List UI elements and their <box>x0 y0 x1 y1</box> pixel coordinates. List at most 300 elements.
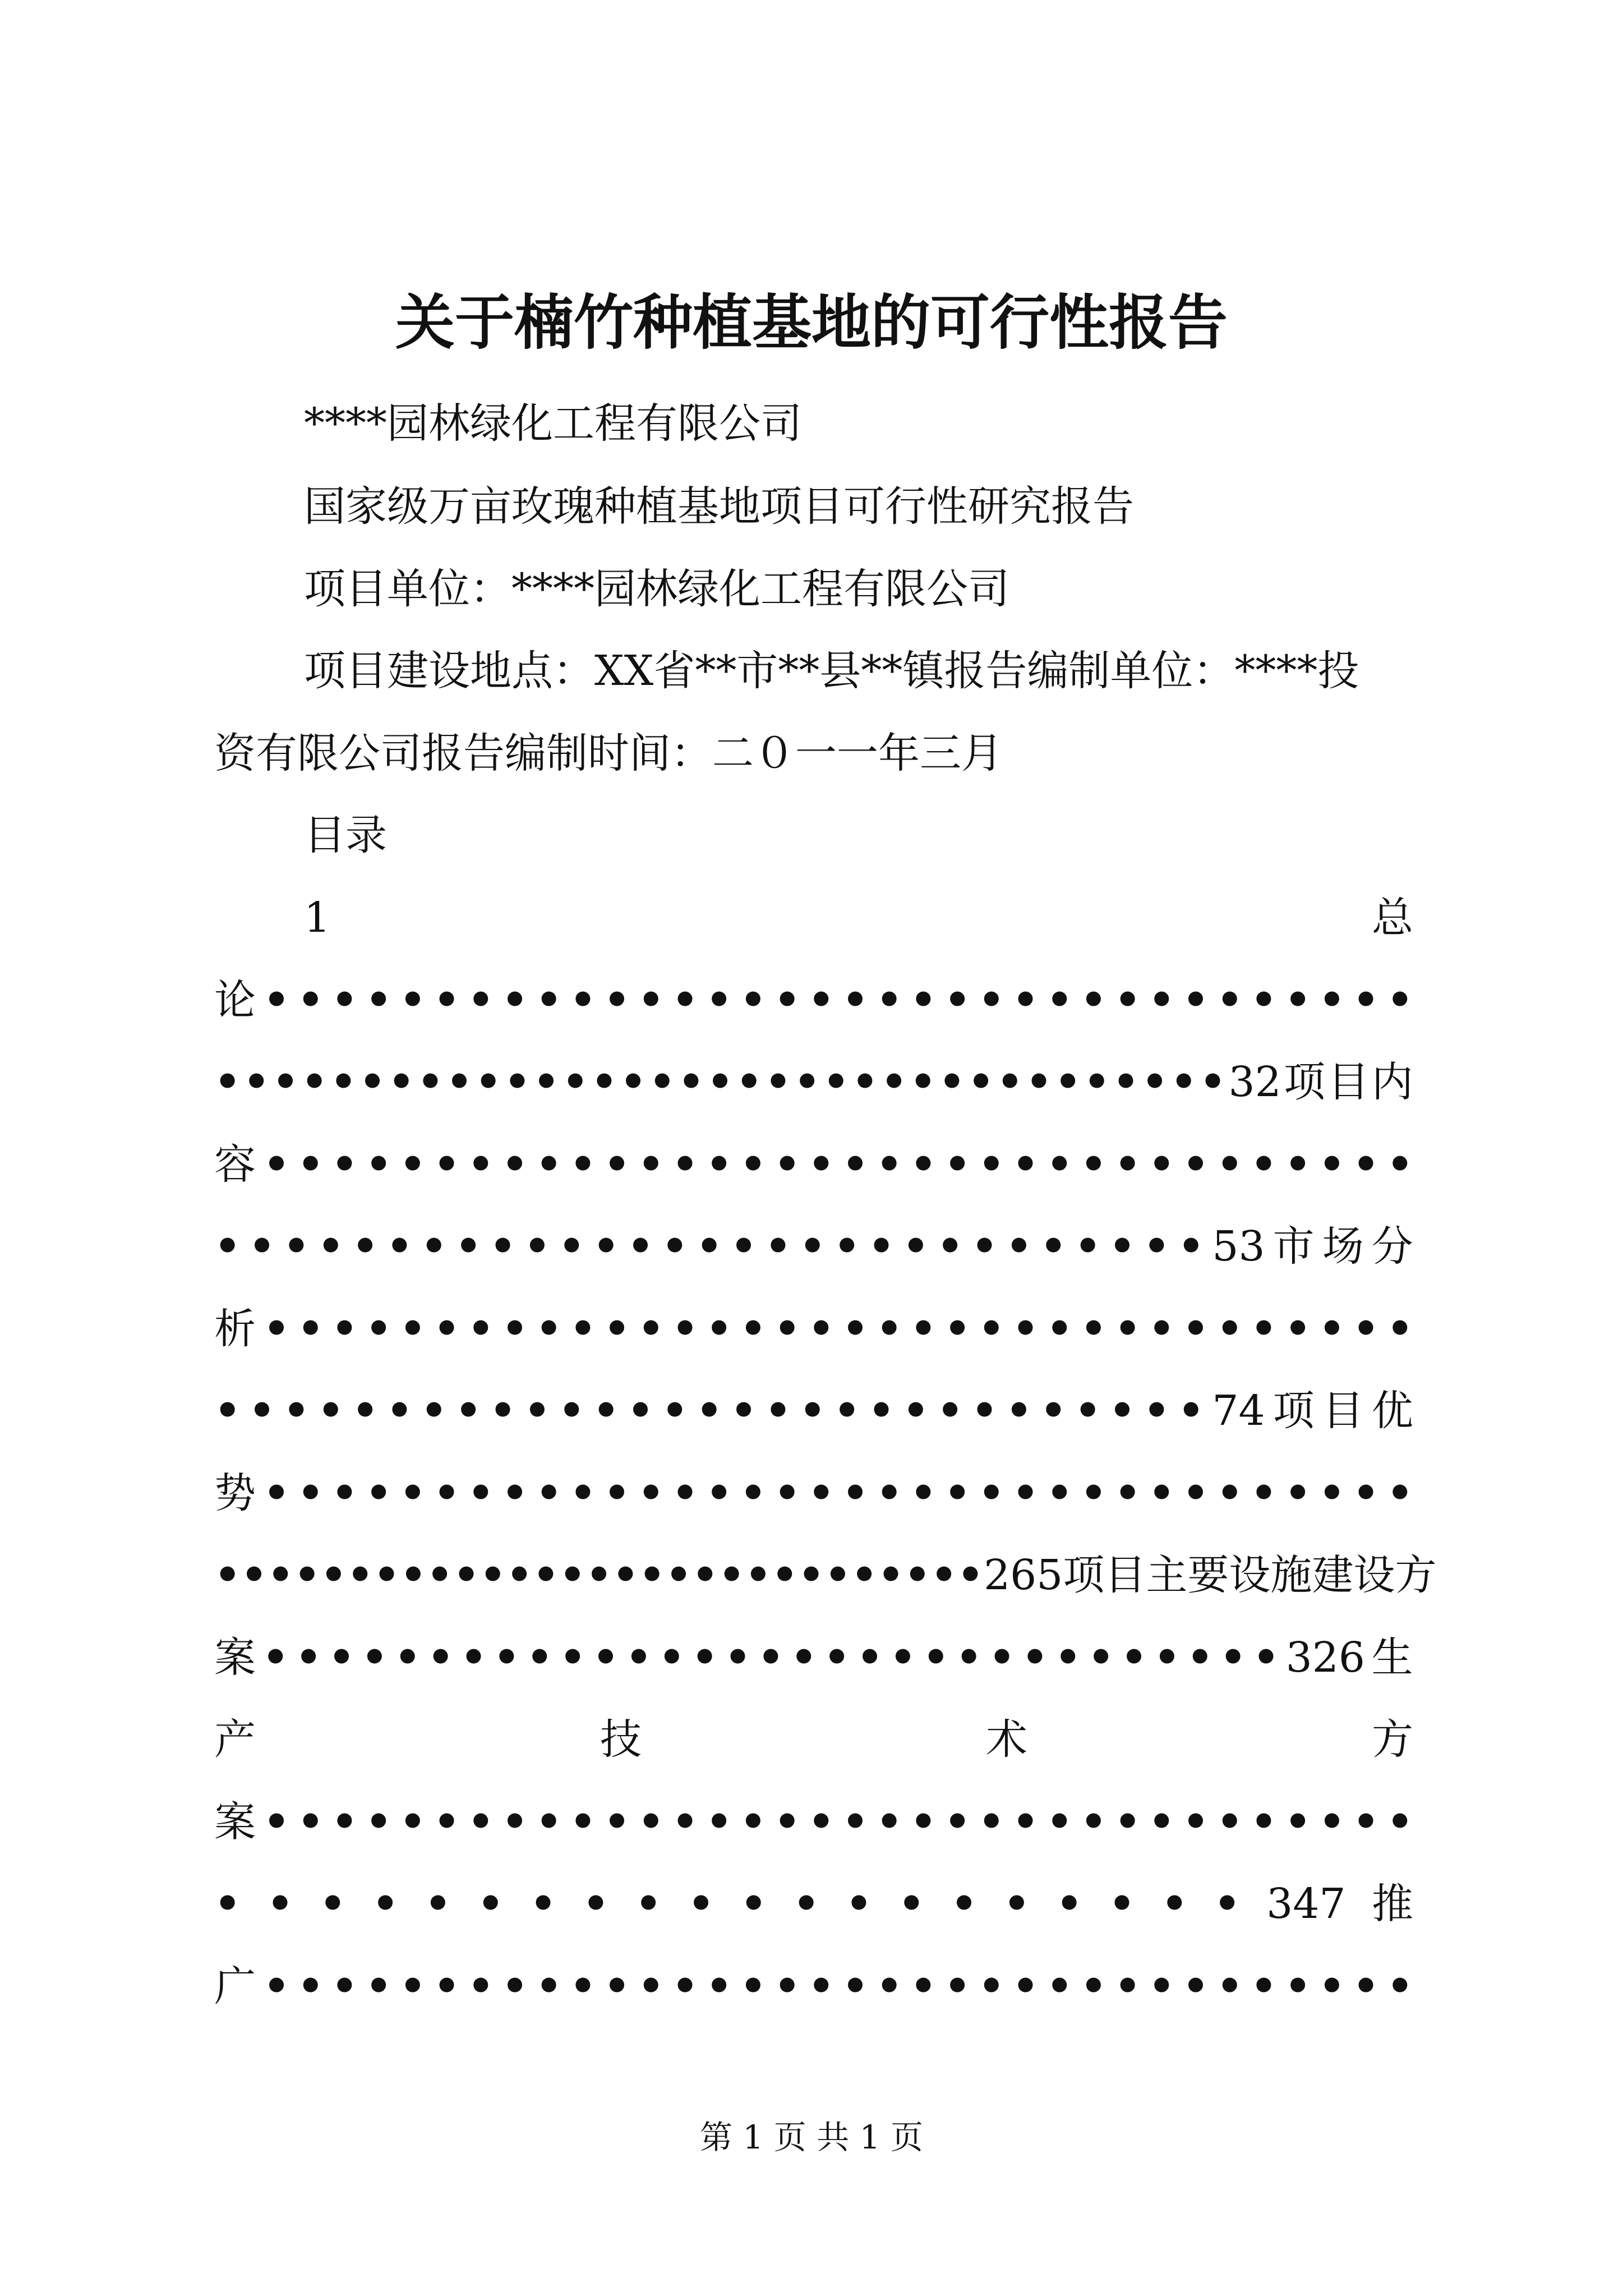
toc-text: 施 <box>1270 1551 1312 1599</box>
leader-dot: • <box>467 976 494 1024</box>
leader-dot: • <box>453 1551 480 1599</box>
leader-dot: • <box>671 1798 699 1846</box>
page-footer: 第 1 页 共 1 页 <box>700 2118 923 2156</box>
toc-text: 案 <box>214 1798 256 1846</box>
leader-dot: • <box>1182 1469 1209 1517</box>
leader-dot: • <box>638 976 665 1024</box>
leader-dot: • <box>425 1880 451 1928</box>
leader-dot: • <box>1386 976 1413 1024</box>
leader-dot: • <box>400 1551 427 1599</box>
leader-dot: • <box>365 1305 392 1353</box>
leader-dot: • <box>1178 1387 1205 1435</box>
leader-dot: • <box>638 1140 665 1189</box>
leader-dot: • <box>790 1634 817 1682</box>
leader-dot: • <box>1046 1962 1073 2010</box>
leader-dot: • <box>944 1140 971 1189</box>
leader-dot: • <box>455 1387 482 1435</box>
leader-dot: • <box>1318 1140 1345 1189</box>
toc-row-content <box>214 1791 1413 1853</box>
leader-dot: • <box>1114 1798 1141 1846</box>
leader-dot: • <box>923 1634 949 1682</box>
leader-dot: • <box>1386 1798 1413 1846</box>
leader-dot: • <box>331 1798 358 1846</box>
leader-dot: • <box>592 1222 620 1271</box>
leader-dot: • <box>1250 1140 1278 1189</box>
leader-dot: • <box>558 1387 585 1435</box>
leader-dot: • <box>671 1140 699 1189</box>
leader-dot: • <box>876 1305 903 1353</box>
leader-dot: • <box>524 1222 551 1271</box>
leader-dot: • <box>365 1962 392 2010</box>
leader-dot: • <box>559 1551 586 1599</box>
leader-dot: • <box>569 1140 597 1189</box>
leader-dot: • <box>214 1880 241 1928</box>
leader-dot: • <box>1074 1222 1101 1271</box>
leader-dot: • <box>876 1140 903 1189</box>
leader-dot: • <box>1012 976 1039 1024</box>
leader-dot: • <box>1250 976 1278 1024</box>
toc-text: 术 <box>986 1715 1027 1764</box>
toc-row <box>214 1791 1413 1853</box>
leader-dot: • <box>243 1058 270 1106</box>
leader-dot: • <box>317 1222 344 1271</box>
leader-dot: • <box>845 1880 873 1928</box>
leader-dot: • <box>283 1387 310 1435</box>
leader-dot: • <box>489 1222 517 1271</box>
leader-dot: • <box>1109 1387 1136 1435</box>
leader-dot: • <box>1003 1880 1030 1928</box>
leader-dot: • <box>467 1962 494 2010</box>
leader-dot: • <box>773 1140 801 1189</box>
leader-dot: • <box>661 1387 688 1435</box>
toc-row <box>214 1709 1413 1770</box>
leader-dot: • <box>978 1469 1005 1517</box>
leader-dot: • <box>263 1469 290 1517</box>
leader-dot: • <box>489 1387 517 1435</box>
toc-row-content <box>214 969 1413 1031</box>
leader-dot: • <box>1114 976 1141 1024</box>
toc-row <box>214 887 1413 949</box>
leader-dot: • <box>842 1798 869 1846</box>
toc-text: 32 <box>1228 1058 1281 1106</box>
leader-dot: • <box>868 1387 895 1435</box>
leader-dot: • <box>1161 1880 1188 1928</box>
toc-text: 53 <box>1212 1222 1265 1271</box>
leader-dot: • <box>910 1305 937 1353</box>
leader-dot: • <box>1012 1140 1039 1189</box>
leader-dot: • <box>1178 1222 1205 1271</box>
toc-row-content <box>214 1955 1413 2017</box>
leader-dot: • <box>263 1798 290 1846</box>
leader-dot: • <box>603 976 630 1024</box>
leader-dot: • <box>988 1634 1016 1682</box>
leader-dot: • <box>263 1962 290 2010</box>
leader-dot: • <box>399 976 426 1024</box>
leader-dot: • <box>944 1305 971 1353</box>
leader-dot: • <box>910 1140 937 1189</box>
leader-dot: • <box>603 1798 630 1846</box>
leader-dot: • <box>951 1880 978 1928</box>
leader-dot: • <box>842 1469 869 1517</box>
leader-dot: • <box>1083 1058 1110 1106</box>
toc-row-content <box>214 1462 1413 1524</box>
leader-dot: • <box>263 976 290 1024</box>
leader-dot: • <box>361 1634 388 1682</box>
leader-dot: • <box>301 1058 328 1106</box>
leader-dot: • <box>467 1798 494 1846</box>
leader-dot: • <box>1352 976 1380 1024</box>
leader-dot: • <box>399 1305 426 1353</box>
leader-dot: • <box>388 1058 415 1106</box>
leader-dot: • <box>365 1469 392 1517</box>
toc-text: 势 <box>214 1469 256 1517</box>
toc-text: 容 <box>214 1140 256 1189</box>
leader-dot: • <box>501 1962 528 2010</box>
leader-dot: • <box>944 1962 971 2010</box>
toc-text: 1 <box>304 894 331 942</box>
leader-dot: • <box>1284 1798 1311 1846</box>
leader-dot: • <box>730 1387 757 1435</box>
leader-dot: • <box>421 1387 448 1435</box>
leader-dot: • <box>1216 1140 1243 1189</box>
leader-dot: • <box>1080 1140 1107 1189</box>
leader-dot: • <box>978 976 1005 1024</box>
leader-dot: • <box>1352 1798 1380 1846</box>
leader-dot: • <box>1040 1222 1067 1271</box>
leader-dot: • <box>592 1387 620 1435</box>
leader-dot: • <box>569 1305 597 1353</box>
leader-dot: • <box>372 1880 399 1928</box>
leader-dot: • <box>1318 976 1345 1024</box>
leader-dot: • <box>426 1551 453 1599</box>
leader-dot: • <box>603 1469 630 1517</box>
toc-row-content <box>214 1627 1413 1688</box>
leader-dot: • <box>1080 976 1107 1024</box>
leader-dot: • <box>331 1305 358 1353</box>
leader-dot: • <box>477 1880 504 1928</box>
leader-dot: • <box>764 1387 792 1435</box>
toc-text: 推 <box>1372 1880 1413 1928</box>
leader-dot: • <box>319 1880 346 1928</box>
leader-dot: • <box>671 1305 699 1353</box>
leader-dot: • <box>347 1551 374 1599</box>
leader-dot: • <box>248 1387 275 1435</box>
leader-dot: • <box>1012 1798 1039 1846</box>
leader-dot: • <box>1012 1469 1039 1517</box>
leader-dot: • <box>569 976 597 1024</box>
leader-dot: • <box>997 1058 1023 1106</box>
leader-dot: • <box>1040 1387 1067 1435</box>
leader-dot: • <box>808 976 834 1024</box>
toc-text: 技 <box>600 1715 642 1764</box>
leader-dot: • <box>937 1222 963 1271</box>
leader-dot: • <box>638 1469 665 1517</box>
leader-dot: • <box>691 1551 718 1599</box>
toc-row-content <box>214 1051 1413 1113</box>
leader-dot: • <box>638 1962 665 2010</box>
leader-dot: • <box>638 1305 665 1353</box>
leader-dot: • <box>399 1798 426 1846</box>
leader-dot: • <box>808 1469 834 1517</box>
leader-dot: • <box>1182 1962 1209 2010</box>
leader-dot: • <box>467 1469 494 1517</box>
toc-text: 项 <box>1272 1387 1315 1435</box>
leader-dot: • <box>506 1551 533 1599</box>
toc-text: 案 <box>214 1634 256 1682</box>
leader-dot: • <box>1143 1222 1170 1271</box>
leader-dot: • <box>1054 1634 1081 1682</box>
leader-dot: • <box>1182 1305 1209 1353</box>
leader-dot: • <box>501 976 528 1024</box>
leader-dot: • <box>1112 1058 1140 1106</box>
leader-dot: • <box>856 1634 883 1682</box>
toc-text: 项 <box>1063 1551 1105 1599</box>
leader-dot: • <box>1080 1469 1107 1517</box>
toc-text: 265 <box>984 1551 1063 1599</box>
leader-dot: • <box>1318 1305 1345 1353</box>
leader-dot: • <box>433 1962 460 2010</box>
toc-text: 分 <box>1371 1222 1413 1271</box>
leader-dot: • <box>1056 1880 1083 1928</box>
leader-dot: • <box>930 1551 957 1599</box>
leader-dot: • <box>1250 1305 1278 1353</box>
toc-row-content <box>214 1709 1413 1770</box>
leader-dot: • <box>263 1140 290 1189</box>
leader-dot: • <box>1114 1962 1141 2010</box>
leader-dot: • <box>331 976 358 1024</box>
project-unit-line: 项目单位：****园林绿化工程有限公司 <box>304 565 1009 613</box>
leader-dot: • <box>603 1140 630 1189</box>
leader-dot: • <box>851 1551 878 1599</box>
leader-dot: • <box>582 1880 609 1928</box>
leader-dot: • <box>773 1962 801 2010</box>
leader-dot: • <box>1284 1140 1311 1189</box>
toc-row-content <box>214 1134 1413 1195</box>
leader-dot: • <box>1250 1798 1278 1846</box>
leader-dot: • <box>808 1798 834 1846</box>
leader-dot: • <box>421 1222 448 1271</box>
leader-dot: • <box>1250 1962 1278 2010</box>
leader-dot: • <box>773 976 801 1024</box>
leader-dot: • <box>757 1634 784 1682</box>
leader-dot: • <box>696 1222 723 1271</box>
leader-dot: • <box>558 1222 585 1271</box>
leader-dot: • <box>706 976 732 1024</box>
leader-dot: • <box>427 1634 454 1682</box>
toc-text: 目 <box>1322 1387 1364 1435</box>
leader-dot: • <box>671 1962 699 2010</box>
toc-text: 目 <box>1104 1551 1146 1599</box>
leader-dot: • <box>842 976 869 1024</box>
leader-dot: • <box>399 1469 426 1517</box>
toc-text: 产 <box>214 1715 256 1764</box>
leader-dot: • <box>267 1551 294 1599</box>
leader-dot: • <box>262 1634 289 1682</box>
leader-dot: • <box>764 1058 792 1106</box>
toc-row-content <box>214 1216 1413 1277</box>
leader-dot: • <box>955 1634 983 1682</box>
leader-dot: • <box>386 1222 413 1271</box>
toc-text: 市 <box>1272 1222 1315 1271</box>
leader-dot: • <box>1284 1962 1311 2010</box>
toc-text: 析 <box>214 1305 256 1353</box>
leader-dot: • <box>467 1140 494 1189</box>
leader-dot: • <box>330 1058 357 1106</box>
toc-text: 主 <box>1146 1551 1188 1599</box>
leader-dot: • <box>1021 1634 1048 1682</box>
leader-dot: • <box>569 1962 597 2010</box>
leader-dot: • <box>876 976 903 1024</box>
toc-heading: 目录 <box>304 811 387 859</box>
leader-dot: • <box>297 1305 324 1353</box>
leader-dot: • <box>1216 1469 1243 1517</box>
leader-dot: • <box>359 1058 386 1106</box>
leader-dot: • <box>283 1222 310 1271</box>
leader-dot: • <box>1012 1962 1039 2010</box>
leader-dot: • <box>1114 1469 1141 1517</box>
leader-dot: • <box>876 1469 903 1517</box>
leader-dot: • <box>272 1058 299 1106</box>
toc-row <box>214 1051 1413 1113</box>
leader-dot: • <box>706 1798 732 1846</box>
leader-dot: • <box>1284 976 1311 1024</box>
leader-dot: • <box>1318 1962 1345 2010</box>
toc-row <box>214 1298 1413 1360</box>
leader-dot: • <box>868 1222 895 1271</box>
toc-row <box>214 1216 1413 1277</box>
leader-dot: • <box>1250 1469 1278 1517</box>
leader-dot: • <box>740 1798 767 1846</box>
leader-dot: • <box>1148 1469 1175 1517</box>
leader-dot: • <box>1148 1962 1175 2010</box>
leader-dot: • <box>569 1798 597 1846</box>
leader-dot: • <box>433 1469 460 1517</box>
project-location-line: 项目建设地点：XX省**市**县**镇报告编制单位：****投 <box>304 647 1359 695</box>
leader-dot: • <box>978 1798 1005 1846</box>
leader-dot: • <box>352 1387 379 1435</box>
leader-dot: • <box>740 1469 767 1517</box>
leader-dot: • <box>740 1140 767 1189</box>
leader-dot: • <box>691 1634 718 1682</box>
leader-dot: • <box>591 1058 618 1106</box>
leader-dot: • <box>585 1551 612 1599</box>
leader-dot: • <box>797 1551 825 1599</box>
leader-dot: • <box>612 1551 639 1599</box>
leader-dot: • <box>978 1140 1005 1189</box>
leader-dot: • <box>661 1222 688 1271</box>
leader-dot: • <box>851 1058 879 1106</box>
leader-dot: • <box>320 1551 347 1599</box>
leader-dot: • <box>740 1880 767 1928</box>
leader-dot: • <box>1386 1962 1413 2010</box>
toc-row <box>214 1134 1413 1195</box>
leader-dot: • <box>417 1058 444 1106</box>
leader-dot: • <box>536 1469 562 1517</box>
leader-dot: • <box>823 1058 850 1106</box>
toc-text: 方 <box>1395 1551 1437 1599</box>
leader-dot: • <box>1214 1880 1241 1928</box>
leader-dot: • <box>696 1387 723 1435</box>
leader-dot: • <box>399 1962 426 2010</box>
leader-dot: • <box>1080 1798 1107 1846</box>
toc-text: 326 <box>1285 1634 1365 1682</box>
leader-dot: • <box>1352 1962 1380 2010</box>
leader-dot: • <box>1074 1387 1101 1435</box>
leader-dot: • <box>808 1962 834 2010</box>
leader-dot: • <box>625 1634 652 1682</box>
leader-dot: • <box>297 1140 324 1189</box>
leader-dot: • <box>297 1469 324 1517</box>
leader-dot: • <box>433 1798 460 1846</box>
leader-dot: • <box>978 1962 1005 2010</box>
leader-dot: • <box>740 976 767 1024</box>
toc-row <box>214 1627 1413 1688</box>
leader-dot: • <box>706 1305 732 1353</box>
leader-dot: • <box>910 1058 937 1106</box>
leader-dot: • <box>1318 1469 1345 1517</box>
toc-row-content <box>214 887 1413 949</box>
leader-dot: • <box>248 1222 275 1271</box>
leader-dot: • <box>297 1798 324 1846</box>
toc-text: 论 <box>214 976 256 1024</box>
leader-dot: • <box>214 1387 241 1435</box>
leader-dot: • <box>1046 976 1073 1024</box>
leader-dot: • <box>373 1551 400 1599</box>
leader-dot: • <box>842 1140 869 1189</box>
leader-dot: • <box>736 1058 763 1106</box>
toc-text: 74 <box>1212 1387 1265 1435</box>
leader-dot: • <box>331 1469 358 1517</box>
leader-dot: • <box>1216 1962 1243 2010</box>
leader-dot: • <box>627 1222 654 1271</box>
leader-dot: • <box>365 976 392 1024</box>
leader-dot: • <box>706 1140 732 1189</box>
leader-dot: • <box>876 1962 903 2010</box>
leader-dot: • <box>214 1222 241 1271</box>
leader-dot: • <box>533 1058 560 1106</box>
leader-dot: • <box>501 1140 528 1189</box>
leader-dot: • <box>214 1058 241 1106</box>
leader-dot: • <box>808 1305 834 1353</box>
leader-dot: • <box>718 1551 745 1599</box>
leader-dot: • <box>214 1551 241 1599</box>
leader-dot: • <box>938 1058 966 1106</box>
leader-dot: • <box>1025 1058 1053 1106</box>
leader-dot: • <box>1219 1634 1247 1682</box>
leader-dot: • <box>328 1634 355 1682</box>
leader-dot: • <box>944 1798 971 1846</box>
leader-dot: • <box>639 1551 666 1599</box>
leader-dot: • <box>944 976 971 1024</box>
leader-dot: • <box>532 1551 560 1599</box>
leader-dot: • <box>833 1387 860 1435</box>
leader-dot: • <box>331 1140 358 1189</box>
leader-dot: • <box>1046 1798 1073 1846</box>
toc-text: 方 <box>1372 1715 1413 1764</box>
leader-dot: • <box>877 1551 905 1599</box>
leader-dot: • <box>1108 1880 1136 1928</box>
leader-dot: • <box>773 1469 801 1517</box>
leader-dot: • <box>627 1387 654 1435</box>
leader-dot: • <box>671 976 699 1024</box>
leader-dot: • <box>910 1798 937 1846</box>
leader-dot: • <box>1284 1305 1311 1353</box>
toc-text: 项 <box>1284 1058 1326 1106</box>
leader-dot: • <box>971 1387 998 1435</box>
leader-dot: • <box>745 1551 772 1599</box>
leader-dot: • <box>889 1634 916 1682</box>
leader-dot: • <box>794 1058 820 1106</box>
